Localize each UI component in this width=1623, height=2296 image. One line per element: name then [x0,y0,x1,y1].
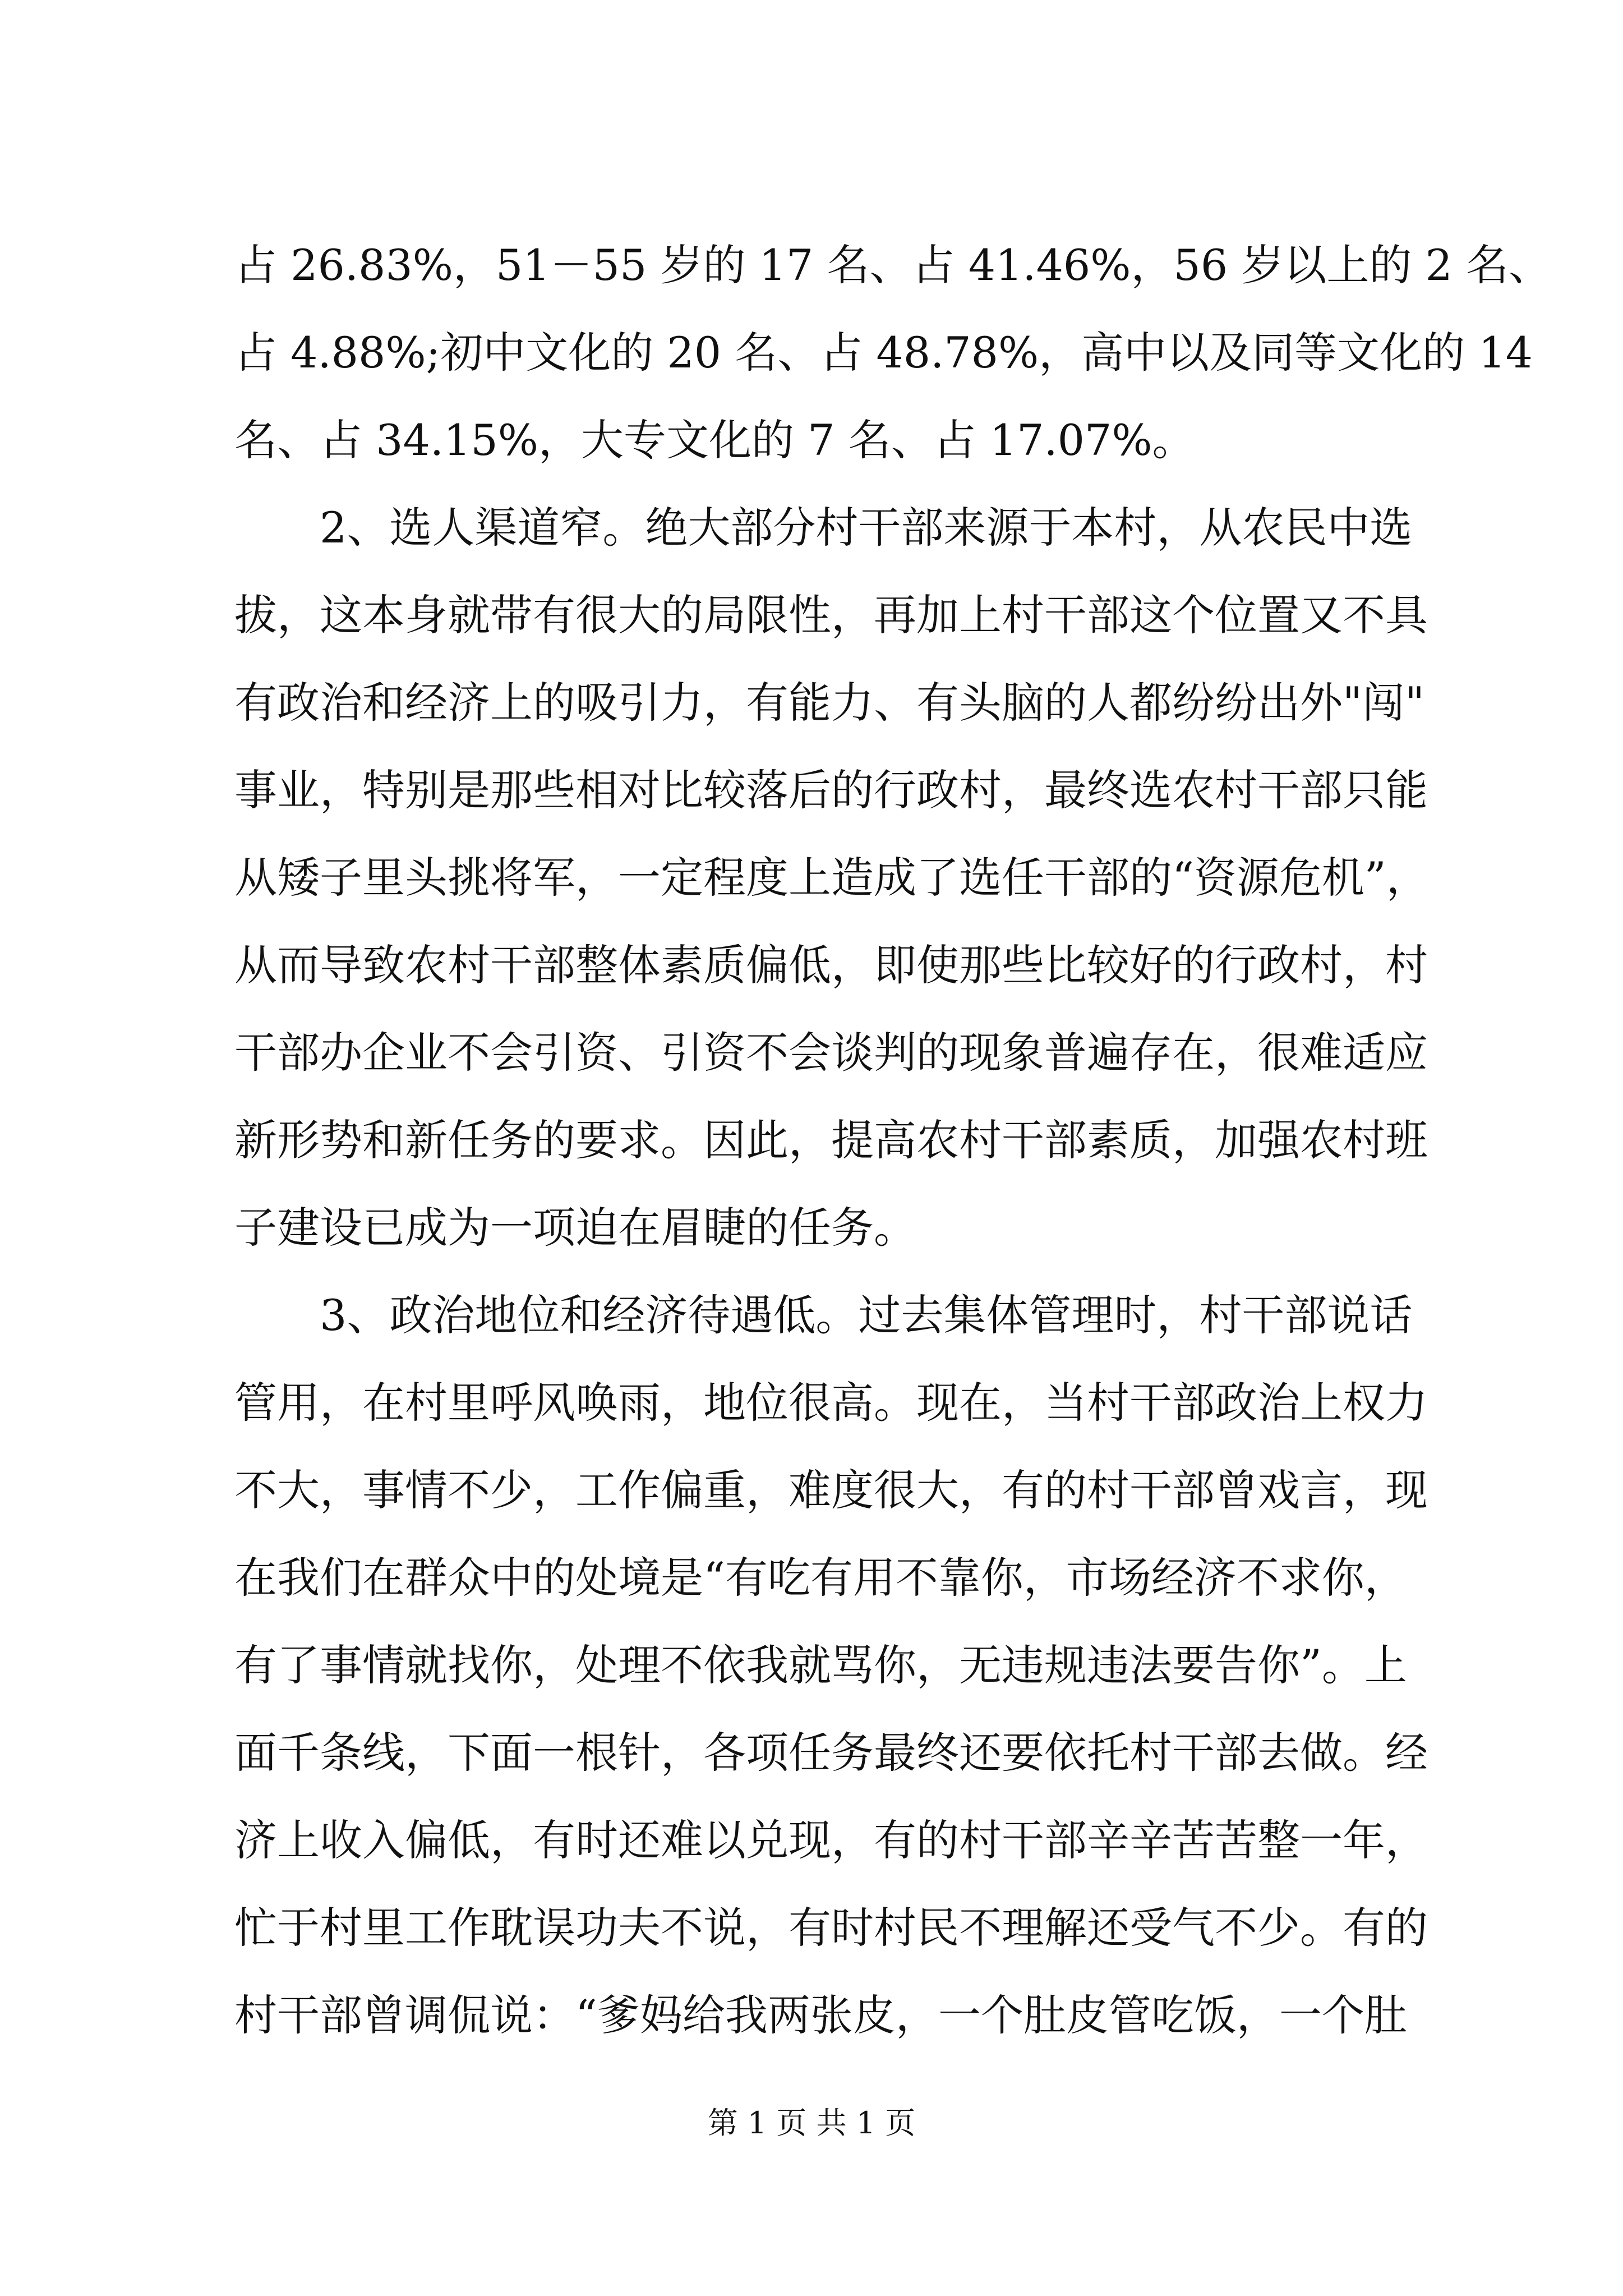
text-line-4: 2、选人渠道窄。绝大部分村干部来源于本村，从农民中选 [234,503,1413,553]
text-line-11: 新形势和新任务的要求。因此，提高农村干部素质，加强农村班 [234,1115,1428,1165]
text-line-19: 济上收入偏低，有时还难以兑现，有的村干部辛辛苦苦整一年， [234,1815,1428,1865]
text-line-14: 管用，在村里呼风唤雨，地位很高。现在，当村干部政治上权力 [234,1378,1428,1428]
text-line-17: 有了事情就找你，处理不依我就骂你，无违规违法要告你”。上 [234,1640,1407,1690]
text-line-7: 事业，特别是那些相对比较落后的行政村，最终选农村干部只能 [234,765,1428,815]
text-line-21: 村干部曾调侃说：“爹妈给我两张皮，一个肚皮管吃饭，一个肚 [234,1990,1407,2040]
text-line-5: 拔，这本身就带有很大的局限性，再加上村干部这个位置又不具 [234,590,1428,640]
text-line-12: 子建设已成为一项迫在眉睫的任务。 [234,1203,916,1253]
text-line-2: 占 4.88%;初中文化的 20 名、占 48.78%，高中以及同等文化的 14 [234,328,1533,378]
text-line-20: 忙于村里工作耽误功夫不说，有时村民不理解还受气不少。有的 [234,1903,1428,1953]
text-line-16: 在我们在群众中的处境是“有吃有用不靠你，市场经济不求你， [234,1553,1407,1603]
text-line-3: 名、占 34.15%，大专文化的 7 名、占 17.07%。 [234,415,1195,465]
text-line-8: 从矮子里头挑将军，一定程度上造成了选任干部的“资源危机”， [234,853,1429,903]
text-line-18: 面千条线，下面一根针，各项任务最终还要依托村干部去做。经 [234,1728,1428,1778]
text-line-15: 不大，事情不少，工作偏重，难度很大，有的村干部曾戏言，现 [234,1465,1428,1515]
text-line-13: 3、政治地位和经济待遇低。过去集体管理时，村干部说话 [234,1290,1413,1340]
text-line-9: 从而导致农村干部整体素质偏低，即使那些比较好的行政村，村 [234,940,1428,990]
text-line-6: 有政治和经济上的吸引力，有能力、有头脑的人都纷纷出外"闯" [234,678,1424,728]
page-footer: 第 1 页 共 1 页 [707,2105,916,2141]
body-text [234,222,1552,2059]
text-line-1: 占 26.83%，51－55 岁的 17 名、占 41.46%，56 岁以上的 2 名、 [234,240,1552,290]
text-line-10: 干部办企业不会引资、引资不会谈判的现象普遍存在，很难适应 [234,1028,1428,1078]
